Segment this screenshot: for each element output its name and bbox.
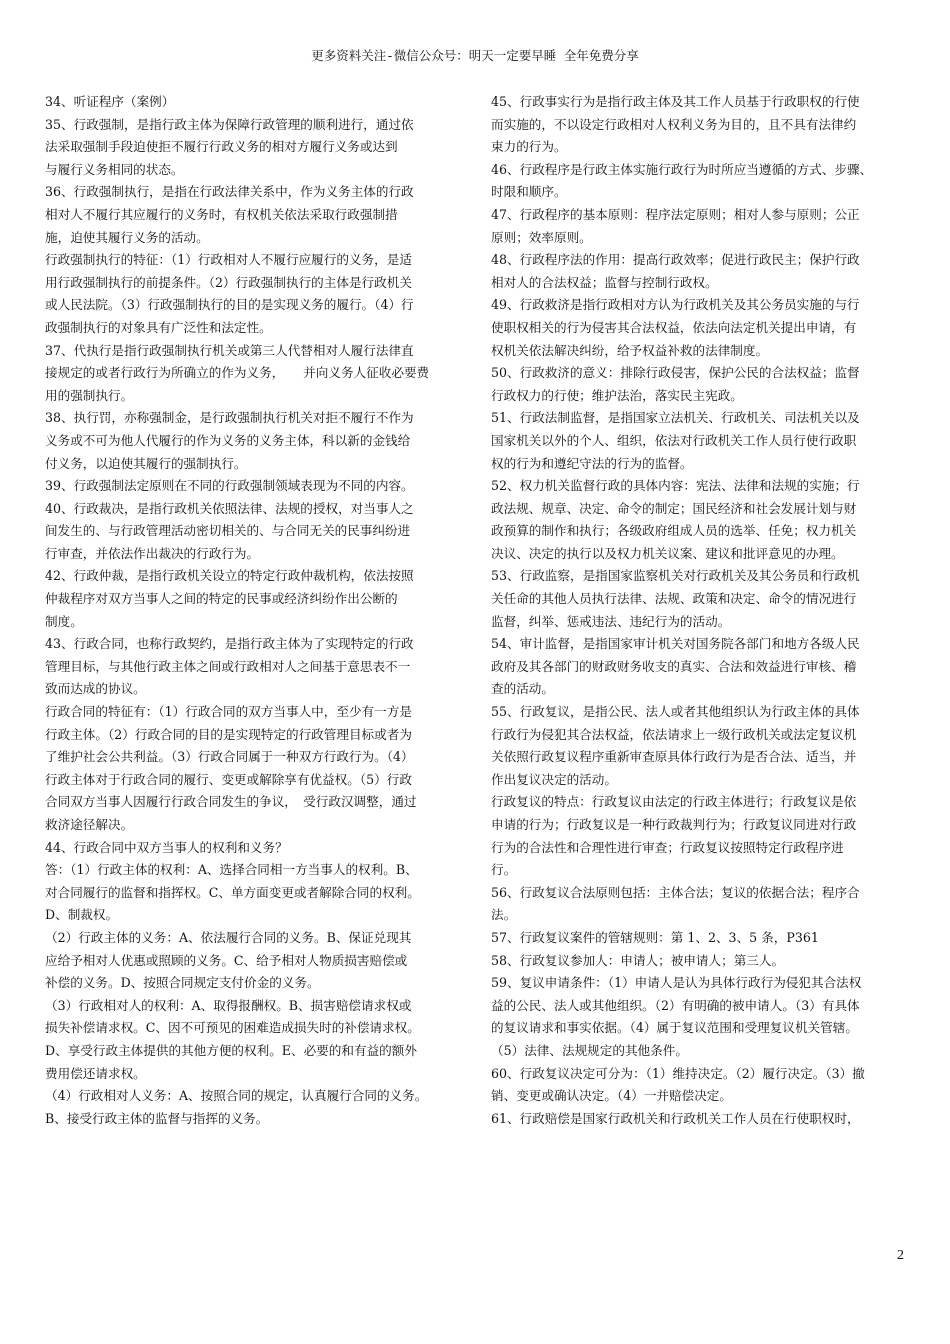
text-line: 仲裁程序对双方当事人之间的特定的民事或经济纠纷作出公断的 (45, 591, 398, 607)
text-line: 用的强制执行。 (45, 387, 134, 403)
text-line: 行政复议的特点：行政复议由法定的行政主体进行；行政复议是依 (491, 794, 857, 810)
text-line: 管理目标，与其他行政主体之间或行政相对人之间基于意思表不一 (45, 658, 411, 674)
text-line: 法。 (491, 907, 517, 923)
text-line: 法采取强制手段迫使拒不履行行政义务的相对方履行义务或达到 (45, 139, 398, 155)
text-line: 政强制执行的对象具有广泛性和法定性。 (45, 319, 272, 335)
text-line: 损失补偿请求权。C、因不可预见的困难造成损失时的补偿请求权。 (45, 1020, 420, 1036)
text-line: 53、行政监察，是指国家监察机关对行政机关及其公务员和行政机 (491, 568, 860, 584)
text-line: 政府及其各部门的财政财务收支的真实、合法和效益进行审核、稽 (491, 658, 857, 674)
text-line: 50、行政救济的意义：排除行政侵害，保护公民的合法权益；监督 (491, 365, 860, 381)
text-line: 44、行政合同中双方当事人的权利和义务？ (45, 839, 288, 855)
text-line: 40、行政裁决，是指行政机关依照法律、法规的授权，对当事人之 (45, 500, 414, 516)
text-line: 救济途径解决。 (45, 817, 134, 832)
text-line: 应给予相对人优惠或照顾的义务。C、给予相对人物质损害赔偿或 (45, 952, 408, 968)
text-line: 对合同履行的监督和指挥权。C、单方面变更或者解除合同的权利。 (45, 884, 420, 900)
text-line: 用行政强制执行的前提条件。（2）行政强制执行的主体是行政机关 (45, 274, 412, 290)
text-line: 答：（1）行政主体的权利：A、选择合同相一方当事人的权利。B、 (45, 862, 418, 878)
text-line: 55、行政复议，是指公民、法人或者其他组织认为行政主体的具体 (491, 704, 860, 720)
text-line: 39、行政强制法定原则在不同的行政强制领域表现为不同的内容。 (45, 478, 414, 494)
text-line: 权的行为和遵纪守法的行为的监督。 (491, 455, 693, 471)
left-column (45, 91, 461, 1241)
text-line: 行审查，并依法作出裁决的行政行为。 (45, 545, 260, 561)
text-line: 相对人不履行其应履行的义务时，有权机关依法采取行政强制措 (45, 206, 398, 222)
text-line: 38、执行罚，亦称强制金，是行政强制执行机关对拒不履行不作为 (45, 410, 414, 426)
text-line: 行政主体。（2）行政合同的目的是实现特定的行政管理目标或者为 (45, 726, 412, 742)
text-line: 权机关依法解决纠纷，给予权益补救的法律制度。 (491, 342, 769, 358)
text-line: 相对人的合法权益；监督与控制行政权。 (491, 274, 718, 290)
text-line: 行政强制执行的特征：（1）行政相对人不履行应履行的义务，是适 (45, 252, 412, 268)
text-line: 决议、决定的执行以及权力机关议案、建议和批评意见的办理。 (491, 545, 844, 561)
page-number: 2 (897, 1248, 904, 1263)
text-line: D、享受行政主体提供的其他方便的权利。E、必要的和有益的额外 (45, 1042, 417, 1058)
text-line: 行政行为侵犯其合法权益，依法请求上一级行政机关或法定复议机 (491, 726, 857, 742)
text-line: 52、权力机关监督行政的具体内容：宪法、法律和法规的实施；行 (491, 478, 860, 494)
text-line: 益的公民、法人或其他组织。（2）有明确的被申请人。（3）有具体 (491, 997, 860, 1013)
text-line: 关依照行政复议程序重新审查原具体行政行为是否合法、适当，并 (491, 749, 857, 765)
text-line: 行政主体对于行政合同的履行、变更或解除享有优益权。（5）行政 (45, 771, 412, 787)
text-line: 作出复议决定的活动。 (491, 771, 617, 787)
text-line: 查的活动。 (491, 681, 554, 697)
text-line: 付义务，以迫使其履行的强制执行。 (45, 455, 247, 471)
text-line: 政法规、规章、决定、命令的制定；国民经济和社会发展计划与财 (491, 500, 857, 516)
text-line: 37、代执行是指行政强制执行机关或第三人代替相对人履行法律直 (45, 342, 414, 358)
text-line: 59、复议申请条件：（1）申请人是认为具体行政行为侵犯其合法权 (491, 975, 862, 991)
text-line: （5）法律、法规规定的其他条件。 (491, 1042, 688, 1058)
text-line: 义务或不可为他人代履行的作为义务的义务主体，科以新的金钱给 (45, 432, 411, 448)
text-line: 了维护社会公共利益。（3）行政合同属于一种双方行政行为。（4） (45, 749, 414, 765)
text-line: 48、行政程序法的作用：提高行政效率；促进行政民主；保护行政 (491, 252, 860, 268)
text-line: 49、行政救济是指行政相对方认为行政机关及其公务员实施的与行 (491, 297, 860, 313)
text-line: 行。 (491, 862, 517, 878)
text-line: 补偿的义务。D、按照合同规定支付价金的义务。 (45, 975, 320, 991)
text-line: 申请的行为；行政复议是一种行政裁判行为；行政复议同进对行政 (491, 817, 857, 832)
text-line: 61、行政赔偿是国家行政机关和行政机关工作人员在行使职权时， (491, 1110, 860, 1126)
text-line: 关任命的其他人员执行法律、法规、政策和决定、命令的情况进行 (491, 591, 857, 607)
text-line: 接规定的或者行政行为所确立的作为义务， 并向义务人征收必要费 (45, 365, 430, 381)
text-line: 销、变更或确认决定。（4）一并赔偿决定。 (491, 1088, 732, 1104)
text-line: 间发生的、与行政管理活动密切相关的、与合同无关的民事纠纷进 (45, 523, 411, 539)
text-line: 施，迫使其履行义务的活动。 (45, 229, 209, 245)
text-line: 而实施的，不以设定行政相对人权利义务为目的，且不具有法律约 (491, 116, 857, 132)
text-line: 致而达成的协议。 (45, 681, 146, 697)
text-line: B、接受行政主体的监督与指挥的义务。 (45, 1110, 269, 1126)
text-line: 54、审计监督，是指国家审计机关对国务院各部门和地方各级人民 (491, 636, 860, 652)
text-line: （2）行政主体的义务：A、依法履行合同的义务。B、保证兑现其 (45, 929, 412, 945)
text-line: 政预算的制作和执行；各级政府组成人员的选举、任免；权力机关 (491, 523, 857, 539)
text-line: 58、行政复议参加人：申请人；被申请人；第三人。 (491, 952, 785, 968)
text-line: 51、行政法制监督，是指国家立法机关、行政机关、司法机关以及 (491, 410, 860, 426)
text-line: 束力的行为。 (491, 139, 567, 155)
text-line: 43、行政合同，也称行政契约，是指行政主体为了实现特定的行政 (45, 636, 414, 652)
text-line: 行政权力的行使；维护法治，落实民主宪政。 (491, 387, 743, 403)
text-line: 45、行政事实行为是指行政主体及其工作人员基于行政职权的行使 (491, 94, 860, 109)
text-line: 56、行政复议合法原则包括：主体合法；复议的依据合法；程序合 (491, 884, 860, 900)
text-line: 原则；效率原则。 (491, 229, 592, 245)
text-line: 60、行政复议决定可分为：（1）维持决定。（2）履行决定。（3）撤 (491, 1065, 865, 1081)
text-line: 时限和顺序。 (491, 184, 567, 200)
page-header: 更多资料关注-微信公众号：明天一定要早睡 全年免费分享 (311, 48, 639, 63)
text-line: 36、行政强制执行，是指在行政法律关系中，作为义务主体的行政 (45, 184, 414, 200)
text-line: 34、听证程序（案例） (45, 94, 175, 109)
text-line: 费用偿还请求权。 (45, 1065, 146, 1081)
right-column (491, 91, 907, 1241)
text-line: 国家机关以外的个人、组织，依法对行政机关工作人员行使行政职 (491, 432, 857, 448)
text-line: 使职权相关的行为侵害其合法权益，依法向法定机关提出申请，有 (491, 319, 857, 335)
text-line: 与履行义务相同的状态。 (45, 161, 184, 177)
text-line: 35、行政强制，是指行政主体为保障行政管理的顺利进行，通过依 (45, 116, 414, 132)
text-line: 57、行政复议案件的管辖规则：第 1、2、3、5 条，P361 (491, 929, 819, 945)
text-line: 监督，纠举、惩戒违法、违纪行为的活动。 (491, 613, 731, 629)
text-line: 46、行政程序是行政主体实施行政行为时所应当遵循的方式、步骤、 (491, 161, 873, 177)
text-line: 的复议请求和事实依据。（4）属于复议范围和受理复议机关管辖。 (491, 1020, 858, 1036)
text-line: 行为的合法性和合理性进行审查；行政复议按照特定行政程序进 (491, 839, 844, 855)
text-line: 制度。 (45, 613, 83, 629)
text-line: （3）行政相对人的权利：A、取得报酬权。B、损害赔偿请求权或 (45, 997, 412, 1013)
text-line: D、制裁权。 (45, 907, 119, 923)
text-line: 合同双方当事人因履行行政合同发生的争议， 受行政汉调整，通过 (45, 794, 417, 810)
text-line: 行政合同的特征有：（1）行政合同的双方当事人中，至少有一方是 (45, 704, 412, 720)
text-line: 或人民法院。（3）行政强制执行的目的是实现义务的履行。（4）行 (45, 297, 414, 313)
text-line: 42、行政仲裁，是指行政机关设立的特定行政仲裁机构，依法按照 (45, 568, 414, 584)
text-line: （4）行政相对人义务：A、按照合同的规定，认真履行合同的义务。 (45, 1088, 428, 1104)
text-line: 47、行政程序的基本原则：程序法定原则；相对人参与原则；公正 (491, 206, 860, 222)
